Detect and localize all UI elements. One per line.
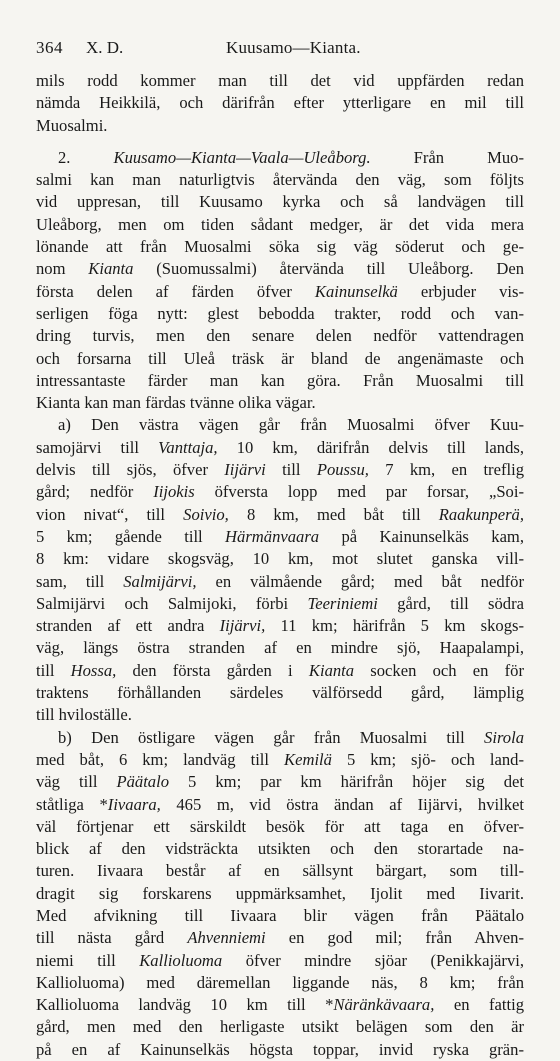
text-line: lönande att från Muosalmi söka sig väg söderut och ge-	[36, 237, 524, 257]
text-line: Med afvikning till Iivaara blir vägen från Päätalo	[36, 905, 524, 925]
running-header	[36, 38, 516, 60]
text-line: b) Den östligare vägen går från Muosalmi till Sirola	[58, 727, 524, 747]
text-line: Kallioluoma landväg 10 km till *Näränkävaara, en fattig	[36, 995, 524, 1015]
page-number: 364	[36, 38, 63, 57]
text-line: Muosalmi.	[36, 115, 108, 135]
text-line: till nästa gård Ahvenniemi en god mil; från Ahven-	[36, 928, 524, 948]
text-line: blick af den vidsträckta utsikten och den storartade na-	[36, 839, 524, 859]
text-line: delvis till sjös, öfver Iijärvi till Poussu, 7 km, en treflig	[36, 460, 524, 480]
text-line: vid uppresan, till Kuusamo kyrka och så landvägen till	[36, 192, 524, 212]
text-line: serligen föga nytt: glest bebodda trakter, rodd och van-	[36, 303, 524, 323]
text-line: på en af Kainunselkäs högsta toppar, invid ryska grän-	[36, 1039, 524, 1059]
text-line: stranden af ett andra Iijärvi, 11 km; härifrån 5 km skogs-	[36, 616, 524, 636]
text-line: niemi till Kallioluoma öfver mindre sjöar (Penikkajärvi,	[36, 950, 525, 970]
chapter-label: X. D.	[86, 38, 124, 57]
text-line: salmi kan man naturligtvis återvända den väg, som följts	[36, 170, 524, 190]
text-line: Kianta kan man färdas tvänne olika vägar.	[36, 393, 316, 413]
text-line: dragit sig forskarens uppmärksamhet, Ijolit med Iivarit.	[36, 883, 524, 903]
text-line: med båt, 6 km; landväg till Kemilä 5 km; sjö- och land-	[36, 749, 524, 769]
body-text	[36, 70, 524, 1061]
text-line: och forsarna till Uleå träsk är bland de angenämaste och	[36, 348, 524, 368]
text-line: Salmijärvi och Salmijoki, förbi Teeriniemi gård, till södra	[36, 593, 524, 613]
text-line: gård, men med den herligaste utsikt belägen som den är	[36, 1017, 524, 1037]
text-line: till hviloställe.	[36, 705, 132, 725]
text-line: gård; nedför Iijokis öfversta lopp med par forsar, „Soi-	[36, 482, 524, 502]
text-line: till Hossa, den första gården i Kianta socken och en för	[36, 660, 524, 680]
text-line: vion nivat“, till Soivio, 8 km, med båt till Raakunperä,	[36, 504, 524, 524]
text-line: väl förtjenar ett särskildt besök för att taga en öfver-	[36, 816, 524, 836]
text-line: mils rodd kommer man till det vid uppfärden redan	[36, 71, 524, 90]
text-line: första delen af färden öfver Kainunselkä erbjuder vis-	[36, 281, 524, 301]
text-line: dring turvis, men den senare delen nedför vattendragen	[36, 326, 524, 346]
text-line: sam, till Salmijärvi, en välmående gård; med båt nedför	[36, 571, 524, 591]
text-line: väg, längs östra stranden af en mindre sjö, Haapalampi,	[36, 638, 524, 658]
text-line: nom Kianta (Suomussalmi) återvända till Uleåborg. Den	[36, 259, 524, 279]
text-line: Uleåborg, men om tiden sådant medger, är det vida mera	[36, 214, 524, 234]
text-line: ståtliga *Iivaara, 465 m, vid östra ändan af Iijärvi, hvilket	[36, 794, 525, 814]
text-line: turen. Iivaara består af en sällsynt bärgart, som till-	[36, 861, 524, 881]
text-line: Kallioluoma) med däremellan liggande näs, 8 km; från	[36, 972, 524, 992]
text-line: 2. Kuusamo—Kianta—Vaala—Uleåborg. Från Muo-	[58, 147, 525, 167]
text-line: 5 km; gående till Härmänvaara på Kainunselkäs kam,	[36, 526, 524, 546]
page-title: Kuusamo—Kianta.	[226, 38, 361, 57]
text-line: samojärvi till Vanttaja, 10 km, därifrån delvis till lands,	[36, 437, 524, 457]
text-line: a) Den västra vägen går från Muosalmi öfver Kuu-	[58, 415, 524, 435]
text-line: 8 km: vidare skogsväg, 10 km, mot slutet ganska vill-	[36, 549, 524, 569]
text-line: traktens förhållanden särdeles välförsedd gård, lämplig	[36, 683, 524, 703]
text-line: nämda Heikkilä, och därifrån efter ytterligare en mil till	[36, 93, 524, 113]
text-line: väg till Päätalo 5 km; par km härifrån höjer sig det	[36, 772, 524, 792]
text-line: intressantaste färder man kan göra. Från Muosalmi till	[36, 370, 524, 390]
